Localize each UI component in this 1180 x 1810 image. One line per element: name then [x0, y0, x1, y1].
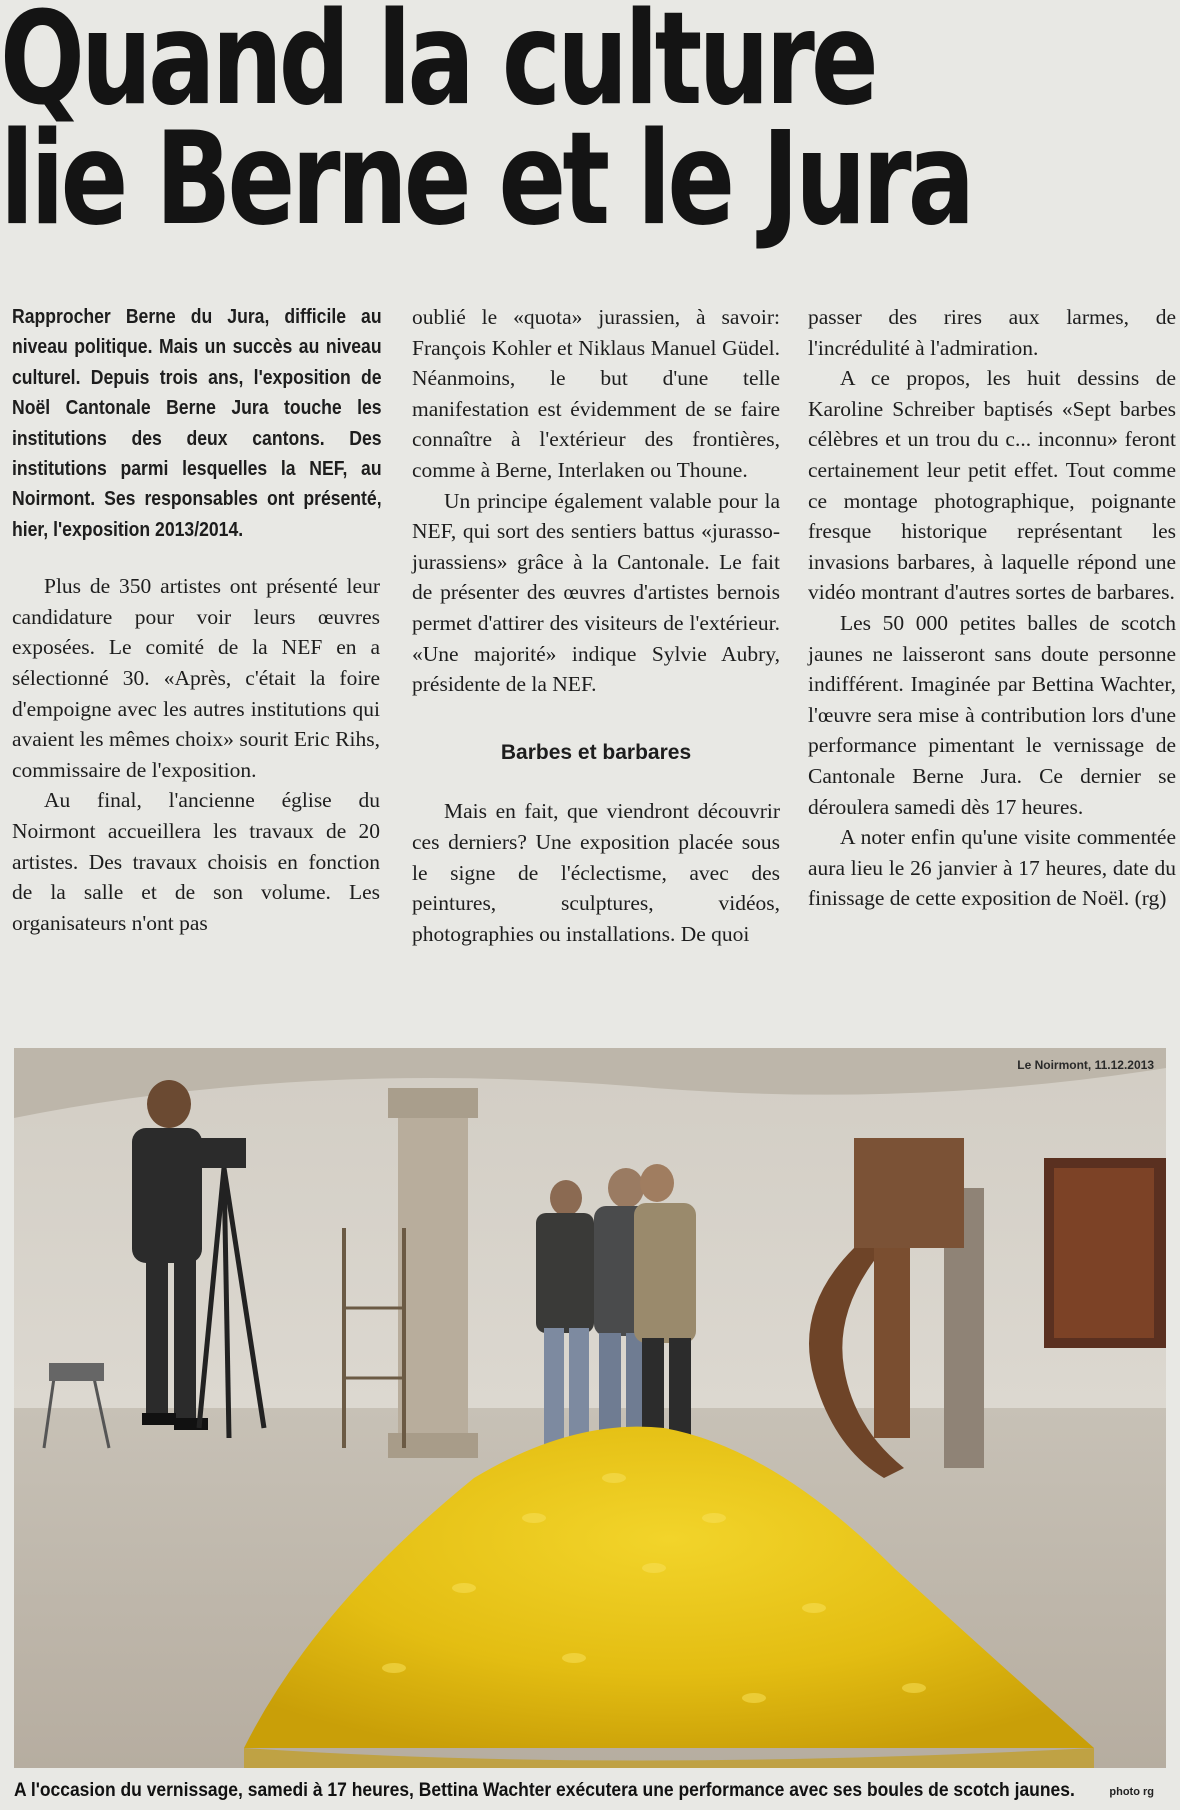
column-3	[808, 302, 1176, 914]
exhibition-scene-illustration	[14, 1048, 1166, 1768]
body-paragraph: Plus de 350 artistes ont présenté leur candidature pour voir leurs œuvres exposées. Le comité de la NEF en a sélectionné 30. «Après, c'était la foire d'empoigne avec les autres institutions qui avaient les mêmes choix» sourit Eric Rihs, commissaire de l'exposition.	[12, 574, 380, 782]
section-subhead: Barbes et barbares	[500, 740, 692, 764]
body-paragraph: Les 50 000 petites balles de scotch jaunes ne laisseront sans doute personne indifférent. Imaginée par Bettina Wachter, l'œuvre sera mise à contribution lors d'une performance pimentant le vernissage de Cantonale Berne Jura. Ce dernier se déroulera samedi dès 17 heures.	[808, 610, 1176, 819]
photo-caption: A l'occasion du vernissage, samedi à 17 heures, Bettina Wachter exécutera une performance avec ses boules de scotch jaunes.	[14, 1780, 1075, 1801]
headline	[0, 0, 972, 254]
body-paragraph: passer des rires aux larmes, de l'incrédulité à l'admiration.	[808, 305, 1176, 360]
body-paragraph: oublié le «quota» jurassien, à savoir: François Kohler et Niklaus Manuel Güdel. Néanmoins, le but d'une telle manifestation est évidemment de se faire connaître à l'extérieur des frontières, comme à Berne, Interlaken ou Thoune.	[412, 305, 780, 482]
headline-line-1: Quand la culture	[0, 0, 875, 134]
column-2	[412, 302, 780, 949]
lead-paragraph: Rapprocher Berne du Jura, difficile au niveau politique. Mais un succès au niveau culturel. Depuis trois ans, l'exposition de Noël Cantonale Berne Jura touche les institutions des deux cantons. Des institutions parmi lesquelles la NEF, au Noirmont. Ses responsables ont présenté, hier, l'exposition 2013/2014.	[12, 306, 382, 541]
body-paragraph: A ce propos, les huit dessins de Karoline Schreiber baptisés «Sept barbes célèbres et un trou du c... inconnu» feront certainement leur petit effet. Tout comme ce montage photographique, poignante fresque historique représentant les invasions barbares, à laquelle répond une vidéo montrant d'autres sortes de barbares.	[808, 366, 1176, 605]
body-paragraph: A noter enfin qu'une visite commentée aura lieu le 26 janvier à 17 heures, date du finissage de cette exposition de Noël. (rg)	[808, 825, 1176, 911]
article-photo	[14, 1048, 1166, 1768]
column-1	[12, 302, 380, 938]
photo-date-stamp: Le Noirmont, 11.12.2013	[1017, 1058, 1154, 1072]
body-paragraph: Au final, l'ancienne église du Noirmont accueillera les travaux de 20 artistes. Des travaux choisis en fonction de la salle et de son volume. Les organisateurs n'ont pas	[12, 788, 380, 935]
body-paragraph: Mais en fait, que viendront découvrir ces derniers? Une exposition placée sous le signe de l'éclectisme, avec des peintures, sculptures, vidéos, photographies ou installations. De quoi	[412, 799, 780, 946]
photo-credit: photo rg	[1109, 1786, 1154, 1798]
headline-line-2: lie Berne et le Jura	[0, 105, 972, 254]
body-paragraph: Un principe également valable pour la NEF, qui sort des sentiers battus «jurasso-jurassiens» grâce à la Cantonale. Le fait de présenter des œuvres d'artistes bernois permet d'attirer des visiteurs de l'extérieur. «Une majorité» indique Sylvie Aubry, présidente de la NEF.	[412, 488, 780, 697]
